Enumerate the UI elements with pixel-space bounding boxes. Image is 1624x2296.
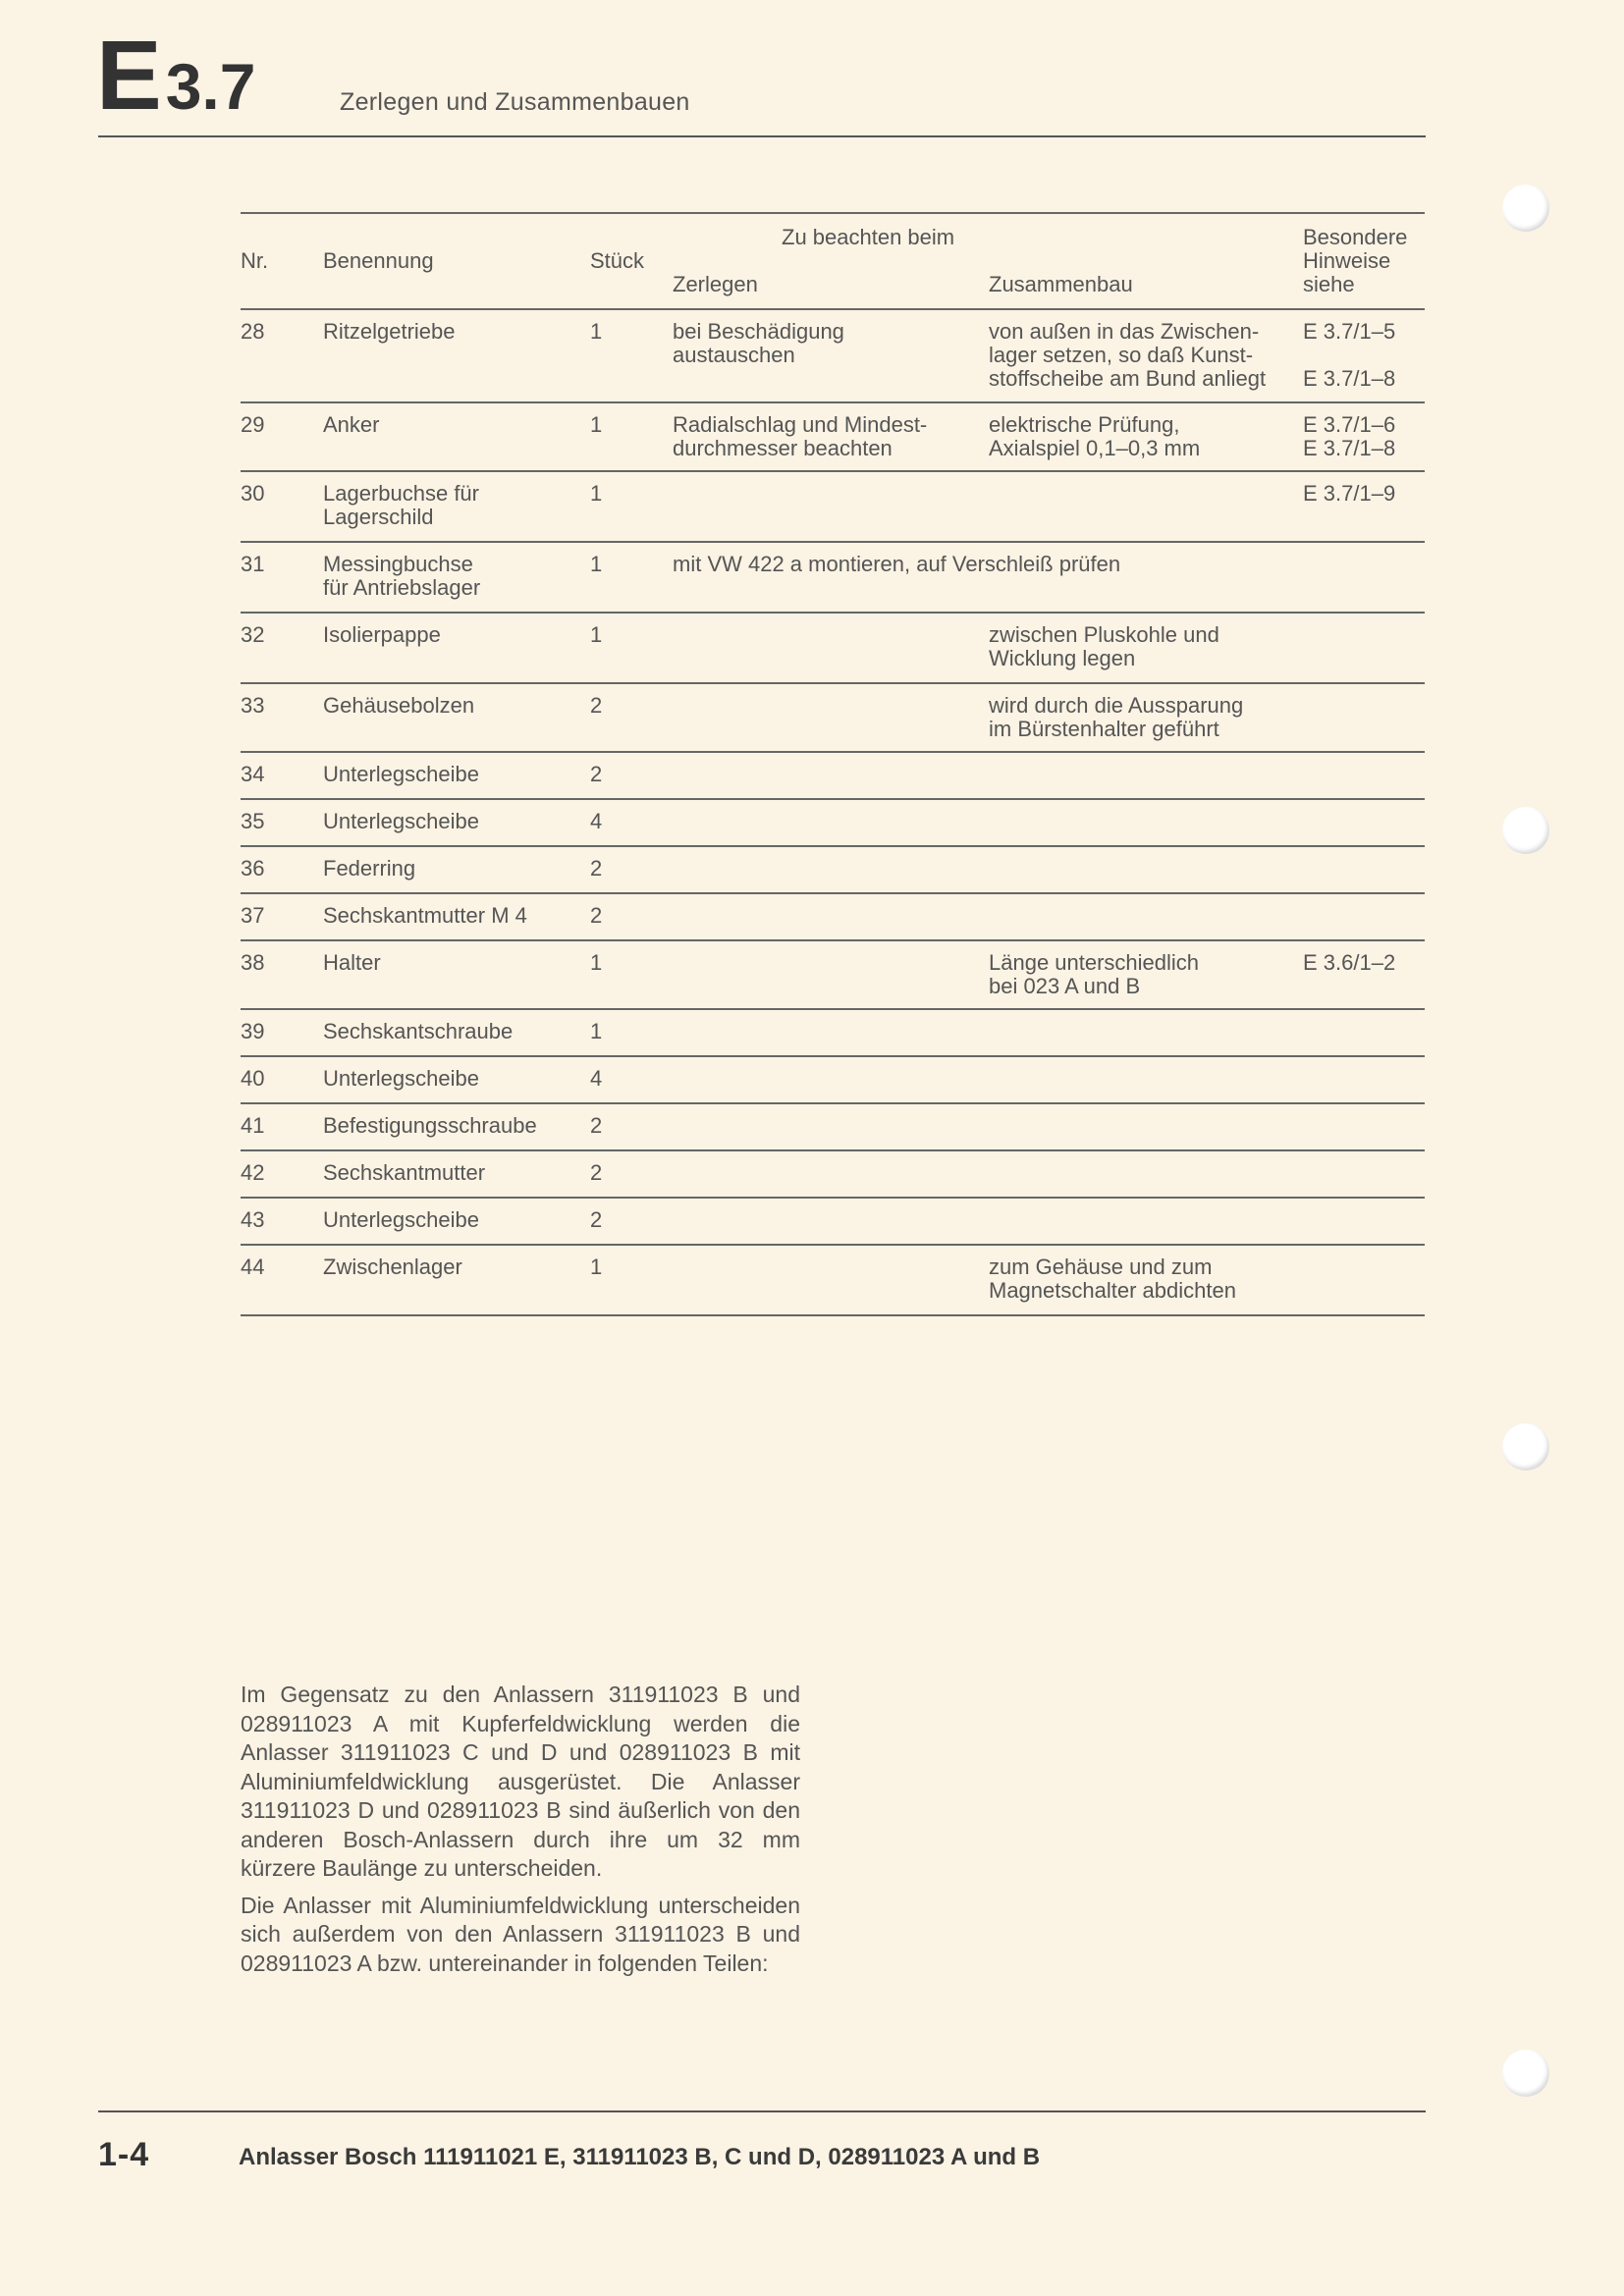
row-qty: 1 bbox=[590, 412, 603, 437]
row-reference: E 3.7/1–5 E 3.7/1–8 bbox=[1303, 319, 1396, 391]
row-reference: E 3.7/1–9 bbox=[1303, 481, 1396, 506]
footer-title: Anlasser Bosch 111911021 E, 311911023 B, C und D, 028911023 A und B bbox=[239, 2144, 1041, 2170]
row-qty: 2 bbox=[590, 762, 603, 786]
row-assembly: wird durch die Aussparung im Bürstenhalter geführt bbox=[989, 693, 1244, 741]
row-assembly: elektrische Prüfung, Axialspiel 0,1–0,3 mm bbox=[989, 412, 1201, 460]
body-paragraph-1: Im Gegensatz zu den Anlassern 311911023 B und 028911023 A mit Kupferfeldwicklung werden die Anlasser 311911023 C und D und 028911023 B mit Aluminiumfeldwicklung ausgerüstet. Die Anlasser 311911023 D und 028911023 B sind äußerlich von den anderen Bosch-Anlassern durch ihre um 32 mm kürzere Baulänge zu unterscheiden. bbox=[241, 1682, 800, 1881]
punch-hole bbox=[1502, 1423, 1549, 1470]
header-divider bbox=[98, 135, 1426, 137]
row-name: Ritzelgetriebe bbox=[323, 319, 456, 344]
row-qty: 1 bbox=[590, 1255, 603, 1279]
punch-hole bbox=[1502, 2050, 1549, 2097]
table-row bbox=[241, 1199, 1425, 1246]
row-name: Unterlegscheibe bbox=[323, 809, 479, 833]
table-row bbox=[241, 1151, 1425, 1199]
table-row bbox=[241, 310, 1425, 403]
row-qty: 1 bbox=[590, 552, 603, 576]
header-nr: Nr. bbox=[241, 248, 269, 273]
section-letter: E bbox=[96, 21, 160, 131]
row-nr: 33 bbox=[241, 693, 265, 718]
punch-hole bbox=[1502, 807, 1549, 854]
row-name: Sechskantschraube bbox=[323, 1019, 514, 1043]
row-name: Lagerbuchse für Lagerschild bbox=[323, 481, 479, 529]
row-name: Sechskantmutter M 4 bbox=[323, 903, 527, 928]
row-nr: 42 bbox=[241, 1160, 265, 1185]
row-nr: 35 bbox=[241, 809, 265, 833]
body-paragraph-2: Die Anlasser mit Aluminiumfeldwicklung unterscheiden sich außerdem von den Anlassern 311911023 B und 028911023 A bzw. untereinander in folgenden Teilen: bbox=[241, 1892, 800, 1976]
header-disassembly: Zerlegen bbox=[673, 272, 758, 296]
row-disassembly: bei Beschädigung austauschen bbox=[673, 319, 844, 367]
table-row bbox=[241, 894, 1425, 941]
header-name: Benennung bbox=[323, 248, 434, 273]
row-qty: 2 bbox=[590, 856, 603, 881]
row-reference: E 3.7/1–6 E 3.7/1–8 bbox=[1303, 412, 1396, 460]
table-row bbox=[241, 1057, 1425, 1104]
row-assembly: Länge unterschiedlich bei 023 A und B bbox=[989, 950, 1200, 998]
row-name: Zwischenlager bbox=[323, 1255, 462, 1279]
row-name: Unterlegscheibe bbox=[323, 1207, 479, 1232]
row-assembly: von außen in das Zwischen- lager setzen, so daß Kunst- stoffscheibe am Bund anliegt bbox=[989, 319, 1267, 391]
row-nr: 32 bbox=[241, 622, 265, 647]
table-row bbox=[241, 847, 1425, 894]
row-qty: 2 bbox=[590, 1207, 603, 1232]
row-reference: E 3.6/1–2 bbox=[1303, 950, 1396, 975]
footer-divider bbox=[98, 2110, 1426, 2112]
table-row bbox=[241, 1104, 1425, 1151]
row-assembly: zum Gehäuse und zum Magnetschalter abdichten bbox=[989, 1255, 1236, 1303]
row-qty: 4 bbox=[590, 1066, 603, 1091]
row-nr: 39 bbox=[241, 1019, 265, 1043]
row-name: Unterlegscheibe bbox=[323, 762, 479, 786]
table-row bbox=[241, 684, 1425, 753]
header-group-label: Zu beachten beim bbox=[782, 225, 955, 249]
page-number: 1-4 bbox=[98, 2136, 150, 2173]
row-nr: 41 bbox=[241, 1113, 265, 1138]
row-name: Isolierpappe bbox=[323, 622, 441, 647]
row-nr: 38 bbox=[241, 950, 265, 975]
row-nr: 30 bbox=[241, 481, 265, 506]
row-name: Unterlegscheibe bbox=[323, 1066, 479, 1091]
row-nr: 40 bbox=[241, 1066, 265, 1091]
table-row bbox=[241, 753, 1425, 800]
row-qty: 1 bbox=[590, 950, 603, 975]
row-qty: 1 bbox=[590, 622, 603, 647]
row-qty: 4 bbox=[590, 809, 603, 833]
row-qty: 2 bbox=[590, 693, 603, 718]
row-nr: 43 bbox=[241, 1207, 265, 1232]
table-row bbox=[241, 403, 1425, 472]
table-row bbox=[241, 543, 1425, 614]
row-nr: 37 bbox=[241, 903, 265, 928]
row-name: Sechskantmutter bbox=[323, 1160, 486, 1185]
row-name: Gehäusebolzen bbox=[323, 693, 475, 718]
row-qty: 2 bbox=[590, 1113, 603, 1138]
row-disassembly: mit VW 422 a montieren, auf Verschleiß prüfen bbox=[673, 552, 1121, 576]
table-body bbox=[241, 310, 1425, 1316]
row-disassembly: Radialschlag und Mindest- durchmesser beachten bbox=[673, 412, 928, 460]
row-qty: 1 bbox=[590, 481, 603, 506]
row-nr: 29 bbox=[241, 412, 265, 437]
row-nr: 36 bbox=[241, 856, 265, 881]
row-name: Messingbuchse für Antriebslager bbox=[323, 552, 481, 600]
row-name: Befestigungsschraube bbox=[323, 1113, 537, 1138]
row-qty: 1 bbox=[590, 319, 603, 344]
body-text bbox=[241, 1681, 800, 1986]
table-row bbox=[241, 941, 1425, 1010]
row-nr: 34 bbox=[241, 762, 265, 786]
table-row bbox=[241, 1246, 1425, 1316]
row-nr: 28 bbox=[241, 319, 265, 344]
table-row bbox=[241, 1010, 1425, 1057]
section-title: Zerlegen und Zusammenbauen bbox=[340, 88, 690, 116]
table-row bbox=[241, 800, 1425, 847]
section-number: 3.7 bbox=[165, 50, 256, 123]
row-qty: 2 bbox=[590, 903, 603, 928]
row-qty: 2 bbox=[590, 1160, 603, 1185]
row-assembly: zwischen Pluskohle und Wicklung legen bbox=[989, 622, 1219, 670]
table-row bbox=[241, 614, 1425, 684]
punch-hole bbox=[1502, 185, 1549, 232]
row-nr: 31 bbox=[241, 552, 265, 576]
header-reference: Besondere Hinweise siehe bbox=[1303, 225, 1408, 296]
header-assembly: Zusammenbau bbox=[989, 272, 1133, 296]
table-header bbox=[241, 214, 1425, 310]
header-qty: Stück bbox=[590, 248, 645, 273]
section-code bbox=[96, 21, 256, 131]
row-nr: 44 bbox=[241, 1255, 265, 1279]
row-name: Federring bbox=[323, 856, 416, 881]
parts-table bbox=[241, 212, 1425, 1316]
table-row bbox=[241, 472, 1425, 543]
row-qty: 1 bbox=[590, 1019, 603, 1043]
row-name: Anker bbox=[323, 412, 380, 437]
row-name: Halter bbox=[323, 950, 381, 975]
